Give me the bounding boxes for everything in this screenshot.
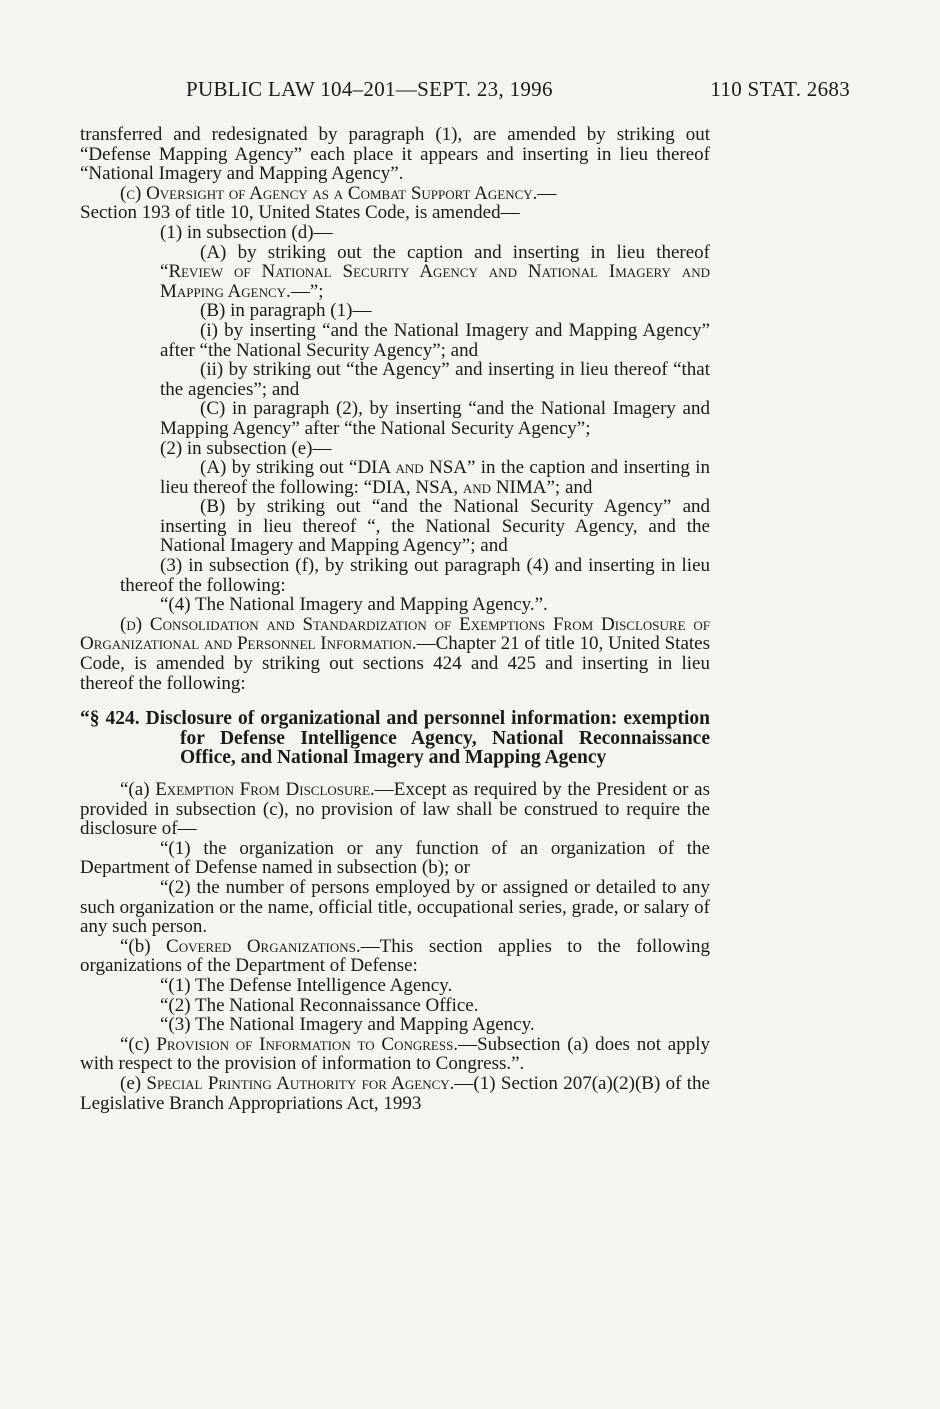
section-424-c: “(c) Provision of Information to Congress.—Subsection (a) does not apply with respect to the provision of information to Congress.”.	[80, 1033, 710, 1075]
section-424-heading: “§ 424. Disclosure of organizational and personnel information: exemption for Defense Intelligence Agency, National Reconnaissance Office, and National Imagery and Mapping Agency	[80, 708, 710, 769]
subparagraph-c2B: (B) by striking out “and the National Security Agency” and inserting in lieu thereof “, the National Security Agency, and the National Imagery and Mapping Agency”; and	[160, 496, 710, 557]
subparagraph-c1C: (C) in paragraph (2), by inserting “and the National Imagery and Mapping Agency” after “the National Security Agency”;	[160, 398, 710, 439]
subsection-c	[80, 184, 710, 223]
paragraph-continuation: transferred and redesignated by paragraph (1), are amended by striking out “Defense Mapping Agency” each place it appears and inserting in lieu thereof “National Imagery and Mapping Agency”.	[80, 124, 710, 185]
document-body	[80, 125, 710, 1113]
subsection-c-text: Section 193 of title 10, United States Code, is amended—	[80, 202, 520, 224]
public-law-citation: PUBLIC LAW 104–201—SEPT. 23, 1996	[186, 77, 553, 101]
subsection-e: (e) Special Printing Authority for Agency.—(1) Section 207(a)(2)(B) of the Legislative Branch Appropriations Act, 1993	[80, 1072, 710, 1114]
subsection-c-heading: (c) Oversight of Agency as a Combat Support Agency.—	[120, 182, 557, 204]
section-424-a1: “(1) the organization or any function of an organization of the Department of Defense named in subsection (b); or	[80, 837, 710, 879]
quoted-paragraph-4: “(4) The National Imagery and Mapping Agency.”.	[160, 594, 548, 616]
section-424-b2: “(2) The National Reconnaissance Office.	[160, 994, 479, 1016]
section-424-a2: “(2) the number of persons employed by or assigned or detailed to any such organization or the name, official title, occupational series, grade, or salary of any such person.	[80, 876, 710, 938]
subparagraph-c1B: (B) in paragraph (1)—	[200, 300, 372, 322]
review-caption: Review of National Security Agency and National Imagery and Mapping Agency	[160, 261, 710, 302]
subsection-d-text: Chapter 21 of title 10, United States Code, is amended by striking out sections 424 and 425 and inserting in lieu thereof the following:	[80, 633, 710, 694]
page-header	[186, 76, 850, 102]
paragraph-c3: (3) in subsection (f), by striking out paragraph (4) and inserting in lieu thereof the following:	[120, 555, 710, 596]
clause-c1Bi: (i) by inserting “and the National Imagery and Mapping Agency” after “the National Security Agency”; and	[160, 319, 710, 361]
subparagraph-c1A: (A) by striking out the caption and inserting in lieu thereof “Review of National Security Agency and National Imagery and Mapping Agency.—”;	[160, 241, 710, 302]
paragraph-c2: (2) in subsection (e)—	[160, 437, 332, 459]
subsection-d	[80, 615, 710, 693]
subparagraph-c2A: (A) by striking out “DIA and NSA” in the caption and inserting in lieu thereof the following: “DIA, NSA, and NIMA”; and	[160, 457, 711, 498]
clause-c1Bii: (ii) by striking out “the Agency” and inserting in lieu thereof “that the agencies”; and	[160, 359, 710, 400]
section-424-b-heading: Covered Organizations.	[166, 935, 361, 957]
section-424-c-heading: Provision of Information to Congress.	[156, 1033, 459, 1055]
paragraph-c1: (1) in subsection (d)—	[160, 221, 333, 243]
statute-page-number: 110 STAT. 2683	[710, 77, 850, 101]
section-424-b: “(b) Covered Organizations.—This section applies to the following organizations of the Department of Defense:	[80, 935, 710, 977]
subsection-d-heading: (d) Consolidation and Standardization of Exemptions From Disclosure of Organizational and Personnel Information.—	[80, 613, 710, 655]
section-424-a-heading: Exemption From Disclosure.	[155, 779, 375, 800]
subsection-e-heading: Special Printing Authority for Agency.	[146, 1072, 455, 1094]
section-424-a: “(a) Exemption From Disclosure.—Except as required by the President or as provided in subsection (c), no provision of law shall be construed to require the disclosure of—	[80, 779, 710, 840]
section-424-b3: “(3) The National Imagery and Mapping Agency.	[160, 1014, 535, 1036]
section-424-b1: “(1) The Defense Intelligence Agency.	[160, 974, 453, 996]
